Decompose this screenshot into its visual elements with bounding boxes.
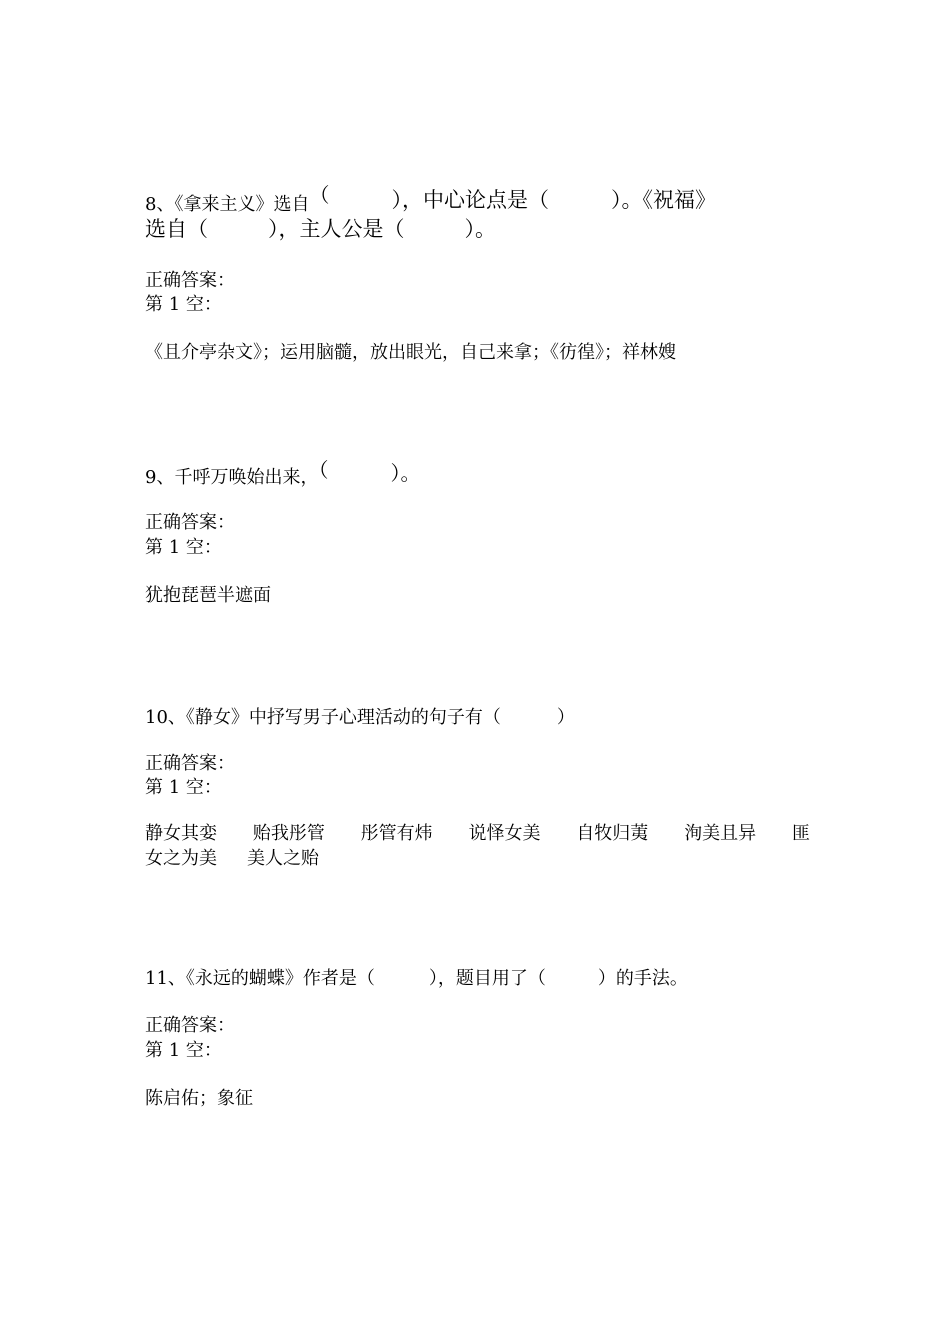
question-text: ）。 [464, 217, 496, 241]
answer-label: 正确答案： [145, 1015, 235, 1036]
question-text: ）。《祝福》 [610, 188, 716, 212]
blank-label: 第 1 空： [145, 777, 222, 798]
question-9-line [145, 458, 421, 489]
question-text: ）。 [390, 461, 421, 485]
question-number: 8、 [145, 194, 175, 215]
question-text: ），中心论点是（ [391, 188, 549, 212]
question-text: 选自（ [145, 217, 208, 241]
question-text: （ [318, 458, 329, 482]
question-text: （ [309, 183, 330, 207]
blank-label: 第 1 空： [145, 294, 222, 315]
question-8-line-1 [145, 183, 716, 216]
answer-phrase: 静女其娈 [145, 823, 217, 844]
question-11-line [145, 968, 688, 990]
answer-label: 正确答案： [145, 753, 235, 774]
answer-text: 《且介亭杂文》；运用脑髓，放出眼光，自己来拿；《彷徨》；祥林嫂 [145, 342, 676, 363]
answer-phrase: 彤管有炜 [360, 823, 433, 844]
answer-phrase: 贻我彤管 [252, 823, 325, 844]
answer-text: 犹抱琵琶半遮面 [145, 585, 271, 606]
question-text: 千呼万唤始出来， [174, 467, 319, 488]
answer-phrase: 美人之贻 [247, 848, 319, 869]
question-text: ），主人公是（ [268, 217, 405, 241]
question-10-line [145, 707, 575, 729]
question-number: 9、 [145, 467, 175, 488]
blank-label: 第 1 空： [145, 1040, 222, 1061]
answer-phrase: 匪 [791, 823, 810, 844]
answer-text: 陈启佑；象征 [145, 1088, 253, 1109]
question-text: ）的手法。 [597, 968, 688, 989]
answer-row-1 [145, 823, 810, 845]
question-text: 《静女》中抒写男子心理活动的句子有（ [185, 707, 501, 728]
question-text: 《永远的蝴蝶》作者是（ [185, 968, 375, 989]
question-text: ），题目用了（ [428, 968, 546, 989]
answer-label: 正确答案： [145, 512, 235, 533]
question-number: 11、 [145, 968, 186, 989]
answer-row-2 [145, 848, 319, 870]
question-8-line-2 [145, 216, 496, 242]
answer-phrase: 自牧归荑 [576, 823, 649, 844]
answer-label: 正确答案： [145, 270, 235, 291]
answer-phrase: 说怿女美 [468, 823, 541, 844]
answer-phrase: 洵美且异 [684, 823, 757, 844]
question-text: 《拿来主义》选自 [174, 194, 310, 215]
question-number: 10、 [145, 707, 186, 728]
question-text: ） [556, 707, 575, 728]
answer-phrase: 女之为美 [145, 848, 217, 869]
blank-label: 第 1 空： [145, 537, 222, 558]
